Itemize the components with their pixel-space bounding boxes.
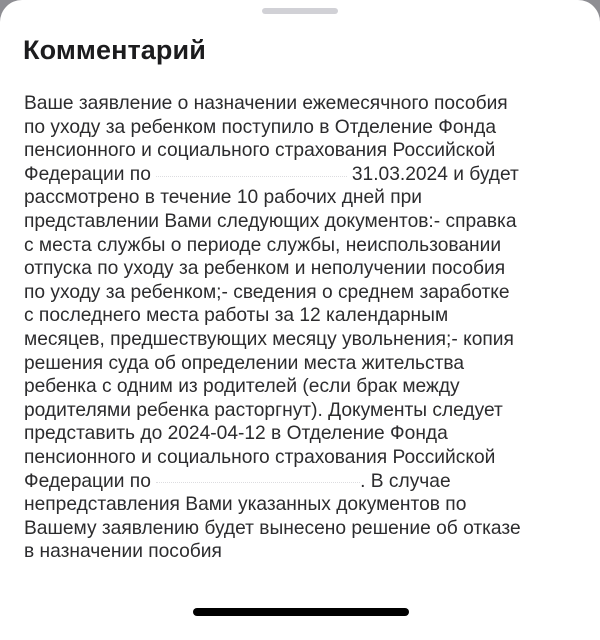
- comment-text: [24, 92, 584, 564]
- comment-line: в назначении пособия: [24, 541, 222, 563]
- comment-line: родителями ребенка расторгнут). Документы следует: [24, 399, 503, 421]
- comment-line: непредставления Вами указанных документов по: [24, 494, 467, 516]
- line-text: Федерации по: [24, 470, 157, 492]
- comment-line: рассмотрено в течение 10 рабочих дней при: [24, 187, 422, 209]
- line-text: 31.03.2024 и будет: [346, 163, 519, 185]
- comment-line: по уходу за ребенком;- сведения о среднем заработке: [24, 281, 510, 303]
- line-text: Федерации по: [24, 163, 157, 185]
- comment-line: отпуска по уходу за ребенком и неполучении пособия: [24, 258, 506, 280]
- comment-line: Вашему заявлению будет вынесено решение об отказе: [24, 517, 521, 539]
- sheet-title: Комментарий: [23, 35, 206, 65]
- comment-line: по уходу за ребенком поступило в Отделение Фонда: [24, 116, 497, 138]
- comment-line: ребенка с одним из родителей (если брак между: [24, 376, 460, 398]
- comment-line: представить до 2024-04-12 в Отделение Фонда: [24, 423, 448, 445]
- comment-line: решения суда об определении места жительства: [24, 352, 465, 374]
- comment-line: с последнего места работы за 12 календарным: [24, 305, 449, 327]
- comment-line: месяцев, предшествующих месяцу увольнения;- копия: [24, 328, 514, 350]
- comment-line: Ваше заявление о назначении ежемесячного пособия: [24, 93, 508, 114]
- line-text: . В случае: [360, 470, 451, 492]
- home-indicator[interactable]: [193, 608, 409, 616]
- comment-line: представлении Вами следующих документов:- справка: [24, 210, 517, 232]
- comment-line: пенсионного и социального страхования Российской: [24, 446, 496, 468]
- sheet-grabber-handle[interactable]: [262, 8, 338, 14]
- comment-line: пенсионного и социального страхования Российской: [24, 140, 496, 162]
- redacted-region: [156, 163, 346, 187]
- comment-line: [24, 163, 584, 187]
- comment-line: [24, 470, 584, 494]
- redacted-region: [156, 470, 360, 494]
- comment-line: с места службы о периоде службы, неиспользовании: [24, 234, 502, 256]
